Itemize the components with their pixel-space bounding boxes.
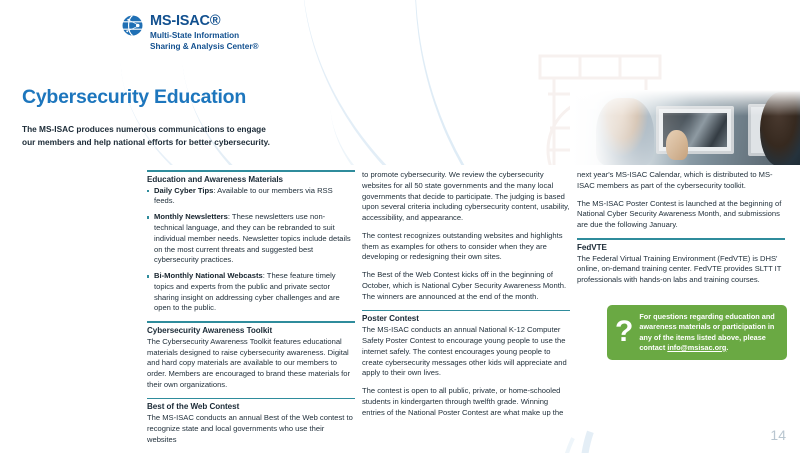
section-heading: Education and Awareness Materials bbox=[147, 174, 283, 184]
paragraph: The Cybersecurity Awareness Toolkit features educational materials designed to raise cybersecurity awareness. Digital and hard copy materials are available to our members to order. Members are encouraged to brand these materials for their own organizations. bbox=[147, 336, 351, 389]
list-item-text: : Available to our members via RSS feeds. bbox=[154, 185, 333, 206]
column-1 bbox=[147, 170, 355, 444]
list-item bbox=[147, 271, 355, 314]
list-item-text: : These newsletters use non-technical language, and they can be rebranded to suit individual member needs. Newsletter topics include details on the most current threats and suggested best cybersecurity practices. bbox=[154, 212, 351, 265]
hero-photo bbox=[570, 90, 800, 165]
section-heading: Poster Contest bbox=[362, 314, 419, 324]
section-education-and-awareness-materials bbox=[147, 170, 355, 314]
paragraph: The contest is open to all public, private, or home-schooled students in kindergarten through twelfth grade. Winning entries of the National Poster Contest are what make up the bbox=[362, 386, 564, 417]
logo-title: MS-ISAC® bbox=[150, 13, 221, 29]
callout-text-after-link: . bbox=[726, 342, 729, 352]
page-title: Cybersecurity Education bbox=[22, 86, 246, 108]
paragraph: The Federal Virtual Training Environment (FedVTE) is DHS' online, on-demand training center. FedVTE provides SLTT IT professionals with hands-on labs and training courses. bbox=[577, 253, 782, 285]
logo-subtitle-line1: Multi-State Information bbox=[150, 31, 240, 40]
callout-text-before-link: For questions regarding education and awareness materials or participation in any of the items listed above, please contact bbox=[639, 311, 775, 352]
section-best-of-the-web-continued bbox=[362, 170, 570, 303]
list-item-term: Daily Cyber Tips bbox=[154, 185, 214, 195]
question-mark-icon: ? bbox=[615, 315, 634, 349]
page-intro: The MS-ISAC produces numerous communications to engage our members and help national efforts for better cybersecurity. bbox=[22, 124, 270, 147]
column-2 bbox=[362, 170, 570, 435]
section-best-of-the-web-contest bbox=[147, 398, 355, 446]
section-cybersecurity-awareness-toolkit bbox=[147, 321, 355, 391]
globe-icon bbox=[122, 15, 143, 36]
list-item-text: : These feature timely topics and experts from the public and private sector sharing insight on addressing cyber challenges and are open to the public. bbox=[154, 271, 340, 313]
section-poster-contest bbox=[362, 310, 570, 419]
section-heading: Best of the Web Contest bbox=[147, 402, 240, 412]
list-item bbox=[147, 212, 355, 266]
paragraph: next year's MS-ISAC Calendar, which is distributed to MS-ISAC members as part of the cybersecurity toolkit. bbox=[577, 170, 773, 190]
page-number: 14 bbox=[770, 427, 786, 443]
section-heading: FedVTE bbox=[577, 242, 607, 252]
list-item-term: Monthly Newsletters bbox=[154, 212, 228, 222]
paragraph: to promote cybersecurity. We review the cybersecurity websites for all 50 state governments and the many local governments that decide to participate. The judging is based upon several criteria including cybersecurity content, usability, accessibility, and appearance. bbox=[362, 170, 570, 223]
contact-email-link[interactable]: info@msisac.org bbox=[667, 342, 727, 352]
paragraph: The MS-ISAC Poster Contest is launched at the beginning of National Cyber Security Awareness Month, and submissions are due the following January. bbox=[577, 198, 782, 230]
logo-subtitle bbox=[150, 31, 259, 52]
section-poster-contest-continued bbox=[577, 170, 785, 231]
list-item bbox=[147, 186, 355, 208]
list-item-term: Bi-Monthly National Webcasts bbox=[154, 271, 263, 281]
ms-isac-logo bbox=[122, 14, 259, 52]
paragraph: The MS-ISAC conducts an annual Best of the Web contest to recognize state and local governments who use their websites bbox=[147, 413, 353, 444]
section-rule bbox=[147, 321, 355, 323]
paragraph: The Best of the Web Contest kicks off in the beginning of October, which is National Cyber Security Awareness Month. The winners are announced at the end of the month. bbox=[362, 270, 567, 301]
paragraph: The MS-ISAC conducts an annual National K-12 Computer Safety Poster Contest to encourage young people to use the internet safely. The contest encourages young people to create cybersecurity messages other kids will appreciate and apply to their own lives. bbox=[362, 325, 567, 378]
logo-subtitle-line2: Sharing & Analysis Center® bbox=[150, 41, 259, 51]
section-heading: Cybersecurity Awareness Toolkit bbox=[147, 325, 273, 335]
paragraph: The contest recognizes outstanding websites and highlights them as examples for others to consider when they are developing or redesigning their own sites. bbox=[362, 230, 563, 262]
section-rule bbox=[147, 398, 355, 400]
bullet-list bbox=[147, 186, 355, 315]
section-rule bbox=[362, 310, 570, 312]
section-rule bbox=[147, 170, 355, 172]
section-fedvte bbox=[577, 238, 785, 286]
section-rule bbox=[577, 238, 785, 240]
